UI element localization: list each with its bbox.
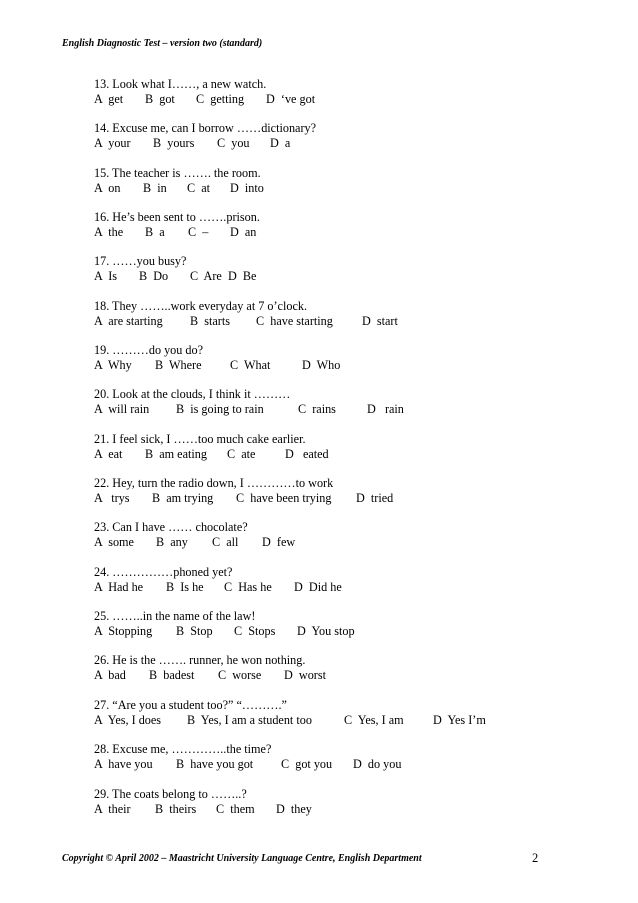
option-b: B Is he	[166, 579, 204, 594]
page-header: English Diagnostic Test – version two (standard)	[62, 38, 263, 49]
question-text: 26. He is the ……. runner, he won nothing.	[94, 653, 306, 668]
option-b: B Yes, I am a student too	[187, 712, 312, 727]
answer-options	[94, 802, 614, 817]
answer-options	[94, 668, 614, 683]
question-26	[94, 653, 614, 697]
question-22	[94, 476, 614, 520]
question-text: 21. I feel sick, I ……too much cake earlier.	[94, 431, 306, 446]
question-14	[94, 121, 614, 165]
answer-options	[94, 225, 614, 240]
option-b: B yours	[153, 136, 195, 151]
answer-options	[94, 136, 614, 151]
option-b: B is going to rain	[176, 402, 264, 417]
page-number: 2	[532, 851, 539, 865]
option-c: C got you	[281, 757, 333, 772]
option-c: C you	[217, 136, 250, 151]
option-c: C Are	[190, 269, 222, 284]
answer-options	[94, 358, 614, 373]
option-b: B Where	[155, 358, 202, 373]
question-27	[94, 698, 614, 742]
option-a: A are starting	[94, 313, 163, 328]
answer-options	[94, 402, 614, 417]
option-c: C ate	[227, 446, 256, 461]
option-b: B starts	[190, 313, 230, 328]
option-a: A Yes, I does	[94, 712, 162, 727]
option-a: A Why	[94, 358, 132, 373]
option-a: A your	[94, 136, 131, 151]
option-d: D into	[230, 180, 264, 195]
option-d: D ‘ve got	[266, 92, 316, 106]
option-c: C rains	[298, 402, 336, 417]
answer-options	[94, 181, 614, 196]
option-a: A Stopping	[94, 624, 153, 639]
option-a: A some	[94, 535, 134, 550]
option-d: D You stop	[297, 624, 355, 639]
question-text: 25. ……..in the name of the law!	[94, 609, 256, 624]
question-text: 23. Can I have …… chocolate?	[94, 520, 248, 535]
option-c: C all	[212, 535, 239, 550]
question-text: 29. The coats belong to ……..?	[94, 786, 247, 801]
option-b: B am trying	[152, 491, 214, 506]
question-29	[94, 787, 614, 831]
question-18	[94, 299, 614, 343]
question-text: 13. Look what I……, a new watch.	[94, 77, 267, 91]
option-a: A get	[94, 92, 124, 106]
answer-options	[94, 757, 614, 772]
option-d: D worst	[284, 668, 326, 683]
question-text: 27. “Are you a student too?” “……….”	[94, 697, 287, 712]
answer-options	[94, 535, 614, 550]
page-footer: Copyright © April 2002 – Maastricht University Language Centre, English Department	[62, 853, 422, 864]
option-c: C worse	[218, 668, 262, 683]
option-a: A Is	[94, 269, 118, 284]
option-d: D they	[276, 801, 312, 816]
option-d: D Did he	[294, 579, 342, 594]
question-25	[94, 609, 614, 653]
option-c: C have starting	[256, 313, 333, 328]
answer-options	[94, 447, 614, 462]
option-a: A Had he	[94, 579, 144, 594]
question-16	[94, 210, 614, 254]
option-b: B badest	[149, 668, 195, 683]
answer-options	[94, 314, 614, 329]
option-b: B theirs	[155, 801, 197, 816]
question-28	[94, 742, 614, 786]
option-d: D eated	[285, 446, 329, 461]
question-20	[94, 387, 614, 431]
question-list	[94, 77, 614, 831]
option-b: B Stop	[176, 624, 213, 639]
option-b: B a	[145, 225, 165, 240]
option-d: D few	[262, 535, 296, 550]
question-text: 16. He’s been sent to …….prison.	[94, 210, 260, 225]
option-c: C at	[187, 180, 211, 195]
question-13	[94, 77, 614, 121]
option-a: A on	[94, 180, 121, 195]
option-a: A their	[94, 801, 131, 816]
option-d: D do you	[353, 757, 402, 772]
question-text: 14. Excuse me, can I borrow ……dictionary?	[94, 121, 317, 136]
option-d: D Be	[228, 269, 257, 284]
option-c: C Yes, I am	[344, 712, 404, 727]
option-a: A have you	[94, 757, 153, 772]
option-b: B am eating	[145, 446, 207, 461]
option-c: C –	[188, 225, 209, 240]
option-b: B in	[143, 180, 167, 195]
option-c: C Has he	[224, 579, 272, 594]
option-a: A bad	[94, 668, 126, 683]
option-d: D tried	[356, 491, 394, 506]
option-c: C Stops	[234, 624, 276, 639]
question-text: 24. ……………phoned yet?	[94, 564, 233, 579]
question-text: 20. Look at the clouds, I think it ………	[94, 387, 291, 402]
answer-options	[94, 92, 614, 107]
answer-options	[94, 269, 614, 284]
option-c: C getting	[196, 92, 245, 106]
option-d: D rain	[367, 402, 404, 417]
question-text: 22. Hey, turn the radio down, I …………to work	[94, 476, 334, 491]
question-text: 28. Excuse me, …………..the time?	[94, 742, 272, 757]
answer-options	[94, 491, 614, 506]
question-15	[94, 166, 614, 210]
option-b: B got	[145, 92, 175, 106]
option-c: C them	[216, 801, 255, 816]
question-text: 17. ……you busy?	[94, 254, 187, 269]
answer-options	[94, 624, 614, 639]
option-b: B any	[156, 535, 188, 550]
question-23	[94, 520, 614, 564]
question-text: 15. The teacher is ……. the room.	[94, 165, 261, 180]
option-d: D start	[362, 313, 398, 328]
question-text: 19. ………do you do?	[94, 343, 204, 358]
question-text: 18. They ……..work everyday at 7 o’clock.	[94, 298, 307, 313]
question-21	[94, 432, 614, 476]
option-a: A will rain	[94, 402, 150, 417]
option-c: C What	[230, 358, 271, 373]
option-d: D Who	[302, 358, 341, 373]
option-a: A the	[94, 225, 124, 240]
option-b: B Do	[139, 269, 169, 284]
question-17	[94, 254, 614, 298]
question-24	[94, 565, 614, 609]
answer-options	[94, 580, 614, 595]
option-a: A eat	[94, 446, 123, 461]
question-19	[94, 343, 614, 387]
option-b: B have you got	[176, 757, 254, 772]
option-d: D Yes I’m	[433, 712, 486, 727]
answer-options	[94, 713, 614, 728]
option-d: D an	[230, 225, 257, 240]
option-c: C have been trying	[236, 491, 332, 506]
option-a: A trys	[94, 491, 130, 506]
option-d: D a	[270, 136, 291, 151]
